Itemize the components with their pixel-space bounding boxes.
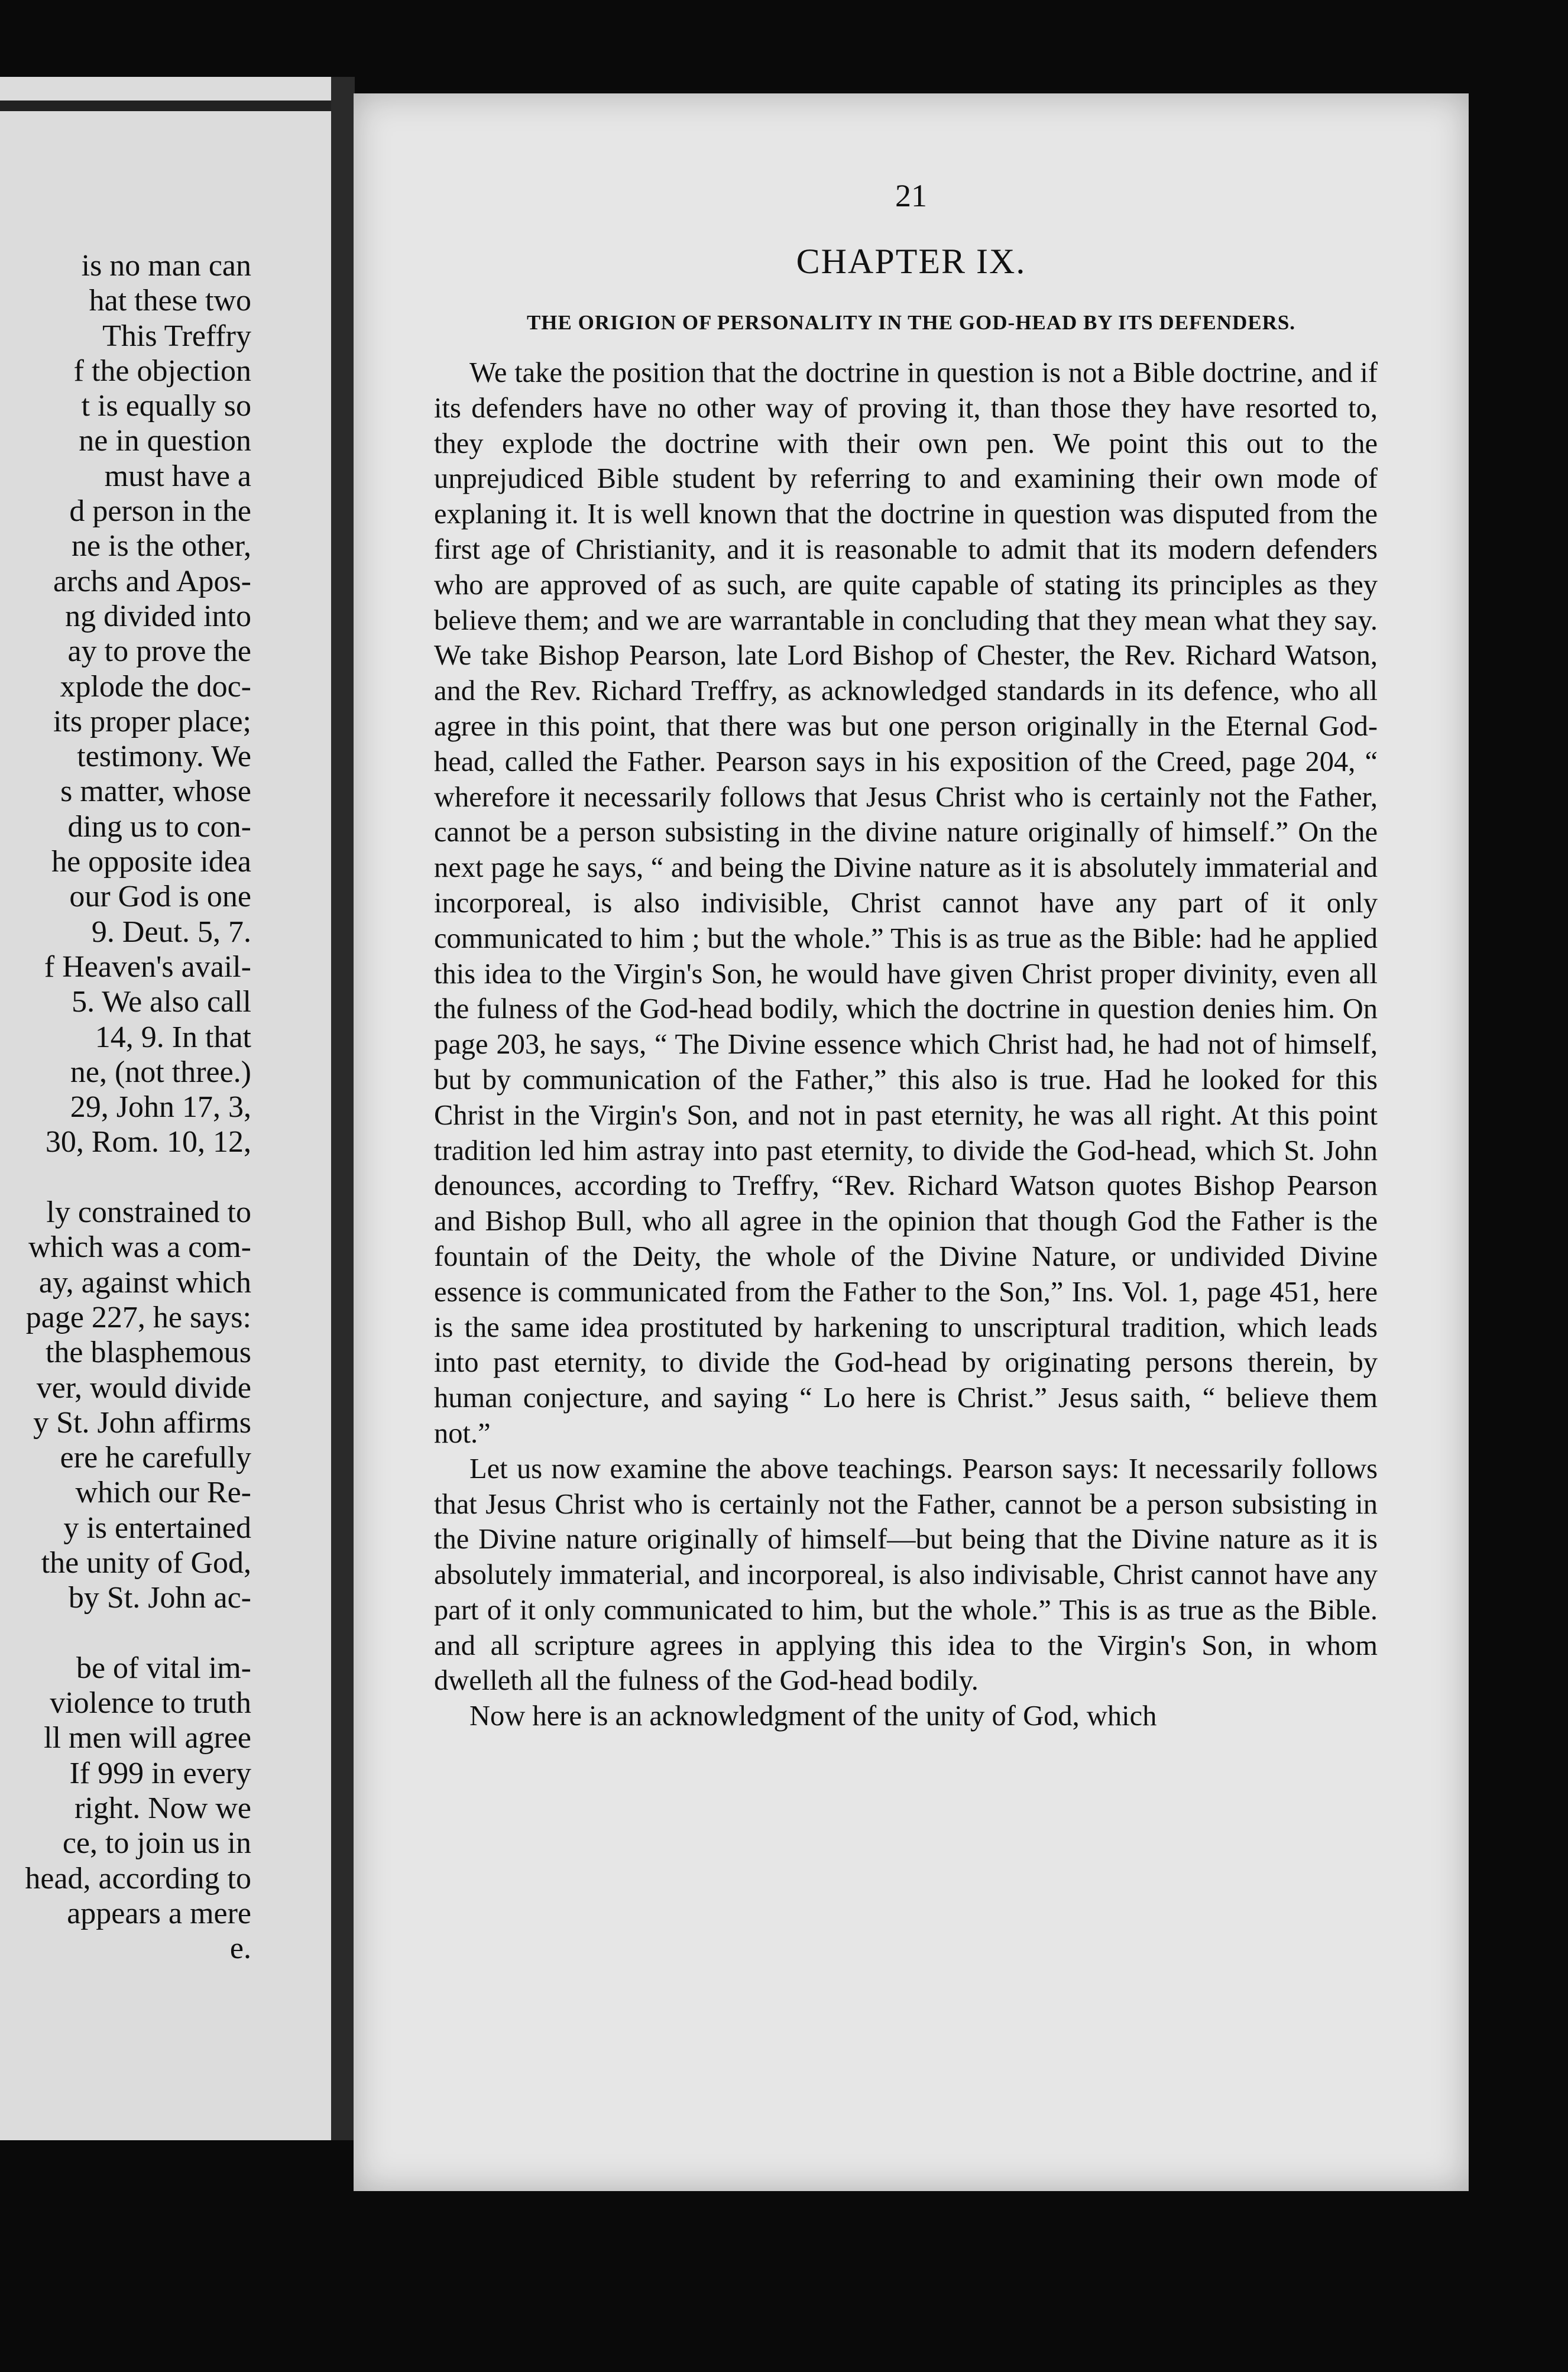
- paragraph-3: Now here is an acknowledgment of the unity of God, which: [469, 1700, 1157, 1732]
- facing-page-line: ay, against which: [38, 1265, 251, 1300]
- facing-page-line: If 999 in every: [69, 1756, 251, 1790]
- main-page: [354, 93, 1469, 2191]
- facing-page-line: the blasphemous: [45, 1336, 251, 1370]
- facing-page-line: ding us to con-: [67, 809, 251, 844]
- facing-page-line: 14, 9. In that: [95, 1020, 251, 1054]
- facing-page-line: be of vital im-: [76, 1651, 251, 1685]
- facing-page-line: ll men will agree: [44, 1721, 251, 1755]
- paragraph-1: We take the position that the doctrine in question is not a Bible doctrine, and if its defenders have no other way of proving it, than those they have resorted to, they explode the doctrine with their own pen. We point this out to the unprejudiced Bible student by referring to and examining their own mode of explaning it. It is well known that the doctrine in question was disputed from the first age of Christianity, and it is reasonable to admit that its modern defenders who are approved of as such, are quite capable of stating its principles as they believe them; and we are warrantable in concluding that they mean what they say. We take Bishop Pearson, late Lord Bishop of Chester, the Rev. Richard Watson, and the Rev. Richard Treffry, as acknowledged standards in its defence, who all agree in this point, that there was but one person originally in the Eternal God-head, called the Father. Pearson says in his exposition of the Creed, page 204, “ wherefore it necessarily follows that Jesus Christ who is certainly not the Father, cannot be a person subsisting in the divine nature originally of himself.” On the next page he says, “ and being the Divine nature as it is absolutely immaterial and incorporeal, is also indivisible, Christ cannot have any part of it only communicated to him ; but the whole.” This is as true as the Bible: had he applied this idea to the Virgin's Son, he would have given Christ proper divinity, even all the fulness of the God-head bodily, which the doctrine in question denies him. On page 203, he says, “ The Divine essence which Christ had, he had not of himself, but by communication of the Father,” this also is true. Had he looked for this Christ in the Virgin's Son, and not in past eternity, he was all right. At this point tradition led him astray into past eternity, to divide the God-head, which St. John denounces, according to Treffry, “Rev. Richard Watson quotes Bishop Pearson and Bishop Bull, who all agree in the opinion that though God the Father is the fountain of the Deity, the whole of the Divine Nature, or undivided Divine essence is communicated from the Father to the Son,” Ins. Vol. 1, page 451, here is the same idea prostituted by harkening to unscriptural tradition, which leads into past eternity, to divide the God-head by originating persons therein, by human conjecture, and saying “ Lo here is Christ.” Jesus saith, “ believe them not.”: [434, 357, 1378, 1449]
- facing-page-line: 30, Rom. 10, 12,: [45, 1125, 251, 1159]
- facing-page-line: violence to truth: [50, 1686, 251, 1720]
- chapter-subtitle: THE ORIGION OF PERSONALITY IN THE GOD-HEAD BY ITS DEFENDERS.: [526, 311, 1296, 334]
- body-text: [434, 355, 1378, 1734]
- facing-page-line: d person in the: [69, 494, 251, 529]
- facing-page-line: 5. We also call: [72, 985, 251, 1019]
- facing-page-line: y St. John affirms: [33, 1405, 251, 1440]
- facing-page-line: xplode the doc-: [60, 669, 251, 704]
- facing-page-line: which was a com-: [28, 1230, 251, 1265]
- facing-page-line: is no man can: [81, 249, 251, 283]
- facing-page-line: ne is the other,: [71, 529, 251, 563]
- facing-page-line: 29, John 17, 3,: [70, 1090, 251, 1125]
- facing-page-line: e.: [229, 1932, 251, 1966]
- chapter-heading: CHAPTER IX.: [796, 242, 1026, 281]
- facing-page-line: ng divided into: [65, 599, 251, 633]
- facing-page-line: testimony. We: [77, 740, 251, 774]
- facing-page-line: must have a: [104, 459, 251, 493]
- facing-page-line: by St. John ac-: [68, 1581, 251, 1615]
- facing-page-line: f Heaven's avail-: [44, 950, 251, 984]
- facing-page-line: ver, would divide: [36, 1370, 251, 1405]
- paragraph-2: Let us now examine the above teachings. Pearson says: It necessarily follows that Jesus Christ who is certainly not the Father, cannot be a person subsisting in the Divine nature originally of himself—but being that the Divine nature as it is absolutely immaterial, and incorporeal, is also indivisable, Christ cannot have any part of it only communicated to him, but the whole.” This is as true as the Bible. and all scripture agrees in applying this idea to the Virgin's Son, in whom dwelleth all the fulness of the God-head bodily.: [434, 1453, 1378, 1697]
- page-rule: [0, 101, 331, 111]
- facing-page-line: he opposite idea: [51, 845, 251, 879]
- facing-page-line: appears a mere: [67, 1896, 251, 1930]
- facing-page-text: [0, 248, 251, 1966]
- facing-page-line: the unity of God,: [41, 1545, 251, 1580]
- page-number: 21: [895, 178, 927, 213]
- facing-page-line: hat these two: [89, 284, 251, 318]
- facing-page-line: [0, 1160, 251, 1195]
- facing-page-line: 9. Deut. 5, 7.: [91, 915, 251, 949]
- facing-page-line: ay to prove the: [67, 634, 251, 669]
- facing-page-line: y is entertained: [63, 1511, 251, 1545]
- facing-page-line: t is equally so: [81, 389, 251, 423]
- facing-page-line: our God is one: [69, 880, 251, 914]
- facing-page-line: ly constrained to: [46, 1195, 251, 1230]
- facing-page-line: page 227, he says:: [25, 1300, 251, 1334]
- facing-page-line: This Treffry: [102, 319, 251, 353]
- facing-page-line: head, according to: [25, 1861, 251, 1895]
- book-gutter: [331, 77, 355, 2140]
- facing-page-line: right. Now we: [74, 1791, 251, 1826]
- facing-page-line: which our Re-: [75, 1476, 251, 1510]
- facing-page-line: ne in question: [79, 424, 251, 458]
- facing-page-line: f the objection: [73, 354, 251, 388]
- facing-page-line: its proper place;: [53, 704, 251, 738]
- facing-page-line: ne, (not three.): [70, 1055, 251, 1089]
- facing-page-line: ere he carefully: [60, 1441, 251, 1475]
- facing-page-line: s matter, whose: [60, 775, 251, 809]
- facing-page: [0, 77, 331, 2140]
- facing-page-line: archs and Apos-: [53, 564, 251, 598]
- facing-page-line: [0, 1616, 251, 1651]
- facing-page-line: ce, to join us in: [62, 1826, 251, 1861]
